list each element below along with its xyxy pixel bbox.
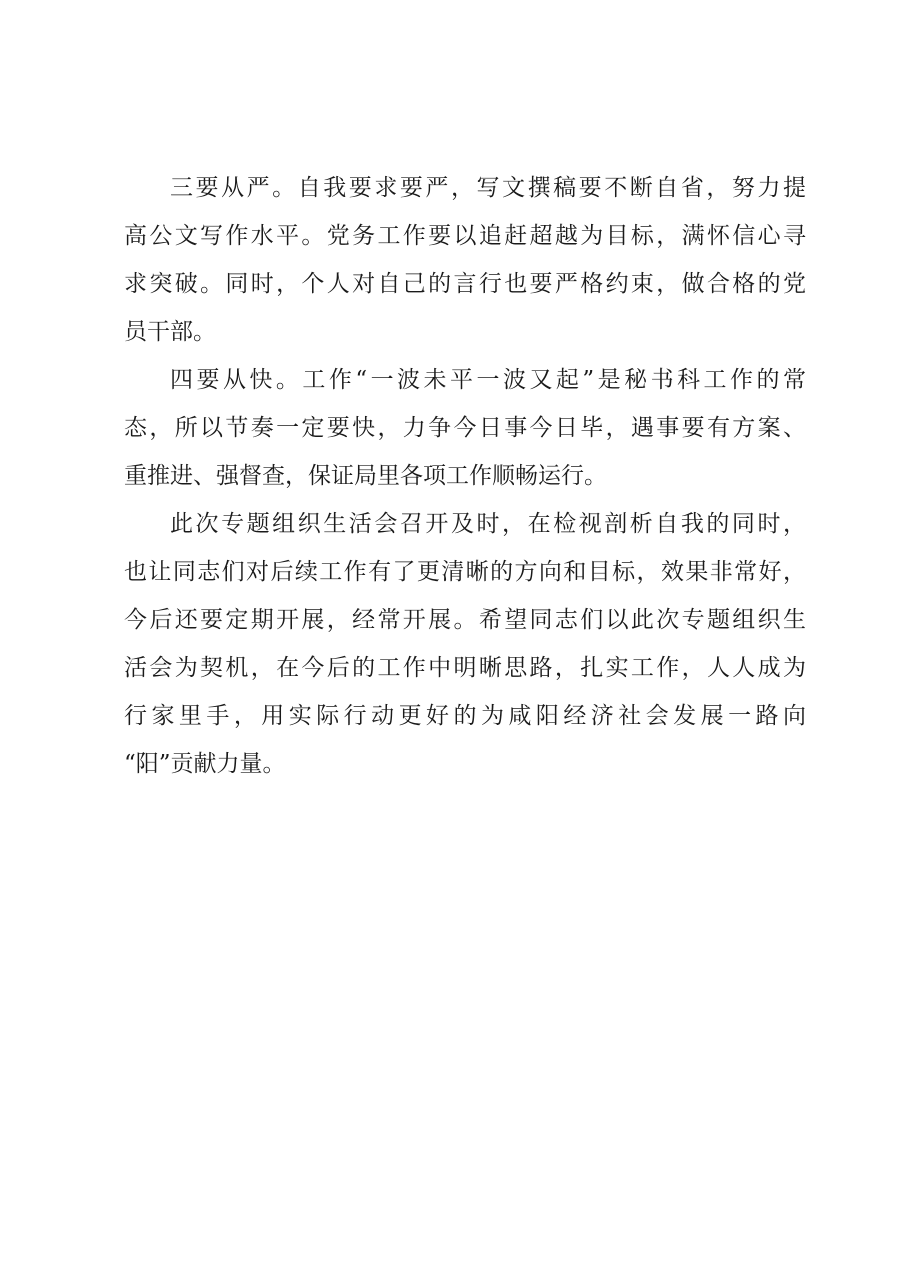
- text-line: 活会为契机，在今后的工作中明晰思路，扎实工作，人人成为: [124, 655, 806, 681]
- paragraph-three-strict: [124, 164, 806, 356]
- text-line: 行家里手，用实际行动更好的为咸阳经济社会发展一路向: [124, 703, 806, 729]
- text-line: 三要从严。自我要求要严，写文撰稿要不断自省，努力提: [170, 175, 806, 201]
- text-line: “阳”贡献力量。: [124, 751, 286, 777]
- text-line: 四要从快。工作“一波未平一波又起”是秘书科工作的常: [170, 367, 806, 393]
- text-line: 高公文写作水平。党务工作要以追赶超越为目标，满怀信心寻: [124, 223, 806, 249]
- paragraph-conclusion: [124, 500, 806, 788]
- text-line: 今后还要定期开展，经常开展。希望同志们以此次专题组织生: [124, 607, 806, 633]
- text-line: 求突破。同时，个人对自己的言行也要严格约束，做合格的党: [124, 271, 806, 297]
- paragraph-four-fast: [124, 356, 806, 500]
- text-line: 也让同志们对后续工作有了更清晰的方向和目标，效果非常好，: [124, 559, 806, 585]
- text-line: 此次专题组织生活会召开及时，在检视剖析自我的同时，: [170, 511, 806, 537]
- document-body: [124, 164, 806, 788]
- text-line: 员干部。: [124, 319, 216, 345]
- text-line: 重推进、强督查，保证局里各项工作顺畅运行。: [124, 463, 607, 489]
- text-line: 态，所以节奏一定要快，力争今日事今日毕，遇事要有方案、: [124, 415, 806, 441]
